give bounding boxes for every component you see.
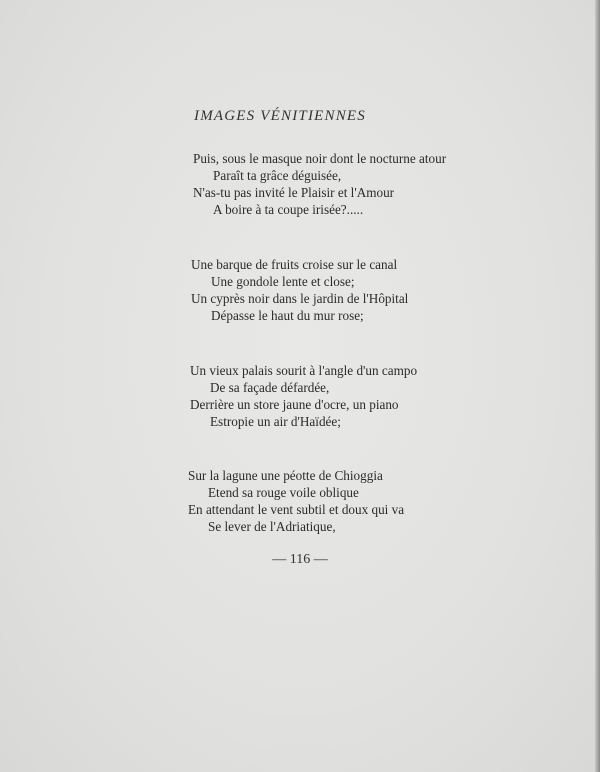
stanza-1: [193, 150, 446, 218]
verse-line: A boire à ta coupe irisée?.....: [213, 202, 364, 217]
verse-line: Sur la lagune une péotte de Chioggia: [188, 468, 383, 483]
verse-line: Paraît ta grâce déguisée,: [213, 168, 342, 183]
verse-line: Puis, sous le masque noir dont le nocturne atour: [193, 151, 447, 166]
verse-line: Se lever de l'Adriatique,: [208, 519, 336, 534]
verse-line: Une gondole lente et close;: [211, 274, 355, 289]
verse-line: N'as-tu pas invité le Plaisir et l'Amour: [193, 185, 395, 200]
stanza-3: [190, 362, 417, 430]
stanza-4: [188, 467, 404, 535]
verse-line: Un cyprès noir dans le jardin de l'Hôpital: [191, 291, 409, 306]
verse-line: Un vieux palais sourit à l'angle d'un campo: [190, 363, 418, 378]
page-edge-shadow: [595, 0, 600, 772]
verse-line: Une barque de fruits croise sur le canal: [191, 257, 398, 272]
verse-line: De sa façade défardée,: [210, 380, 330, 395]
verse-line: Estropie un air d'Haïdée;: [210, 414, 341, 429]
verse-line: Etend sa rouge voile oblique: [208, 485, 359, 500]
page-number: — 116 —: [272, 552, 328, 567]
stanza-2: [191, 256, 408, 324]
verse-line: Derrière un store jaune d'ocre, un piano: [190, 397, 399, 412]
verse-line: Dépasse le haut du mur rose;: [211, 308, 364, 323]
running-head: IMAGES VÉNITIENNES: [194, 108, 366, 124]
verse-line: En attendant le vent subtil et doux qui va: [188, 502, 405, 517]
